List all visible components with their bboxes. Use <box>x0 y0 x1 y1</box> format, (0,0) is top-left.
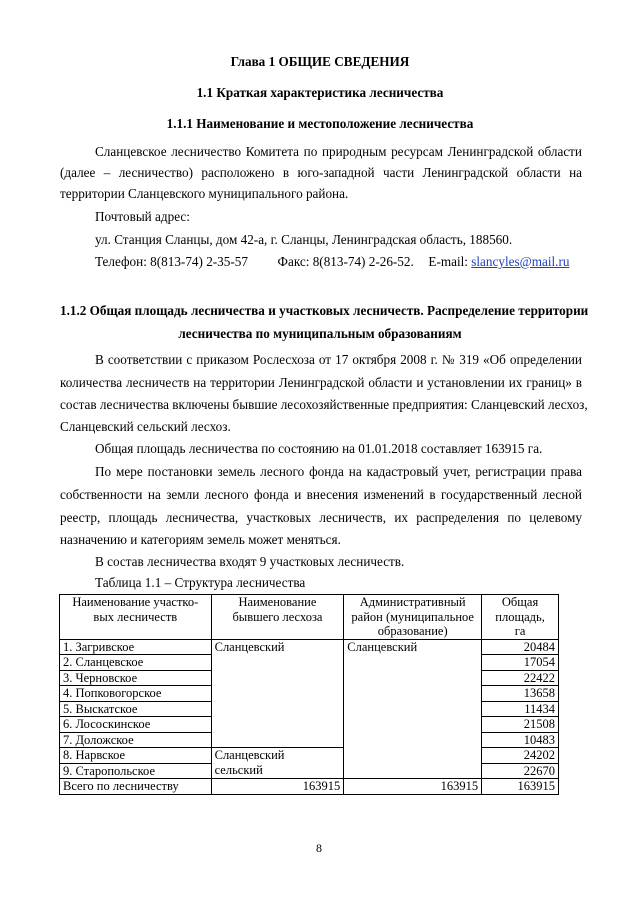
total-leshoz-area: 163915 <box>211 779 344 795</box>
table-total-row <box>60 779 559 795</box>
area-paragraph-line-3: состав лесничества включены бывшие лесохозяйственные предприятия: Сланцевский лесхоз, <box>60 397 588 412</box>
email-label: E-mail: <box>428 254 468 269</box>
district-area: 11434 <box>482 701 559 717</box>
forestry-structure-table <box>59 594 559 795</box>
district-count-sentence: В состав лесничества входят 9 участковых лесничеств. <box>95 554 405 569</box>
section-1-1-heading: 1.1 Краткая характеристика лесничества <box>196 85 444 100</box>
page-number: 8 <box>316 841 322 855</box>
chapter-heading: Глава 1 ОБЩИЕ СВЕДЕНИЯ <box>230 54 410 69</box>
total-area: 163915 <box>482 779 559 795</box>
former-leshoz: Сланцевский <box>211 748 344 764</box>
former-leshoz: Сланцевский <box>211 639 344 748</box>
header-admin-district: Административный район (муниципальное образование) <box>344 595 482 640</box>
table-row <box>60 763 559 779</box>
contact-line <box>95 254 569 270</box>
admin-district: Сланцевский <box>344 639 482 779</box>
former-leshoz-continued: сельский <box>211 763 344 779</box>
email-link[interactable]: slancyles@mail.ru <box>471 254 570 269</box>
district-area: 22422 <box>482 670 559 686</box>
district-area: 22670 <box>482 763 559 779</box>
cadastre-paragraph-line-3: реестр, площадь лесничества, участковых лесничеств, их распределения по целевому <box>60 510 582 525</box>
section-1-1-1-heading: 1.1.1 Наименование и местоположение лесничества <box>166 116 474 131</box>
district-area: 13658 <box>482 686 559 702</box>
phone-number: Телефон: 8(813-74) 2-35-57 <box>95 254 248 269</box>
cadastre-paragraph-line-2: собственности на земли лесного фонда и внесения изменений в государственный лесной <box>60 487 582 502</box>
table-row <box>60 639 559 655</box>
location-paragraph-line-2: (далее – лесничество) расположено в юго-западной части Ленинградской области на <box>60 165 582 180</box>
district-area: 24202 <box>482 748 559 764</box>
district-area: 17054 <box>482 655 559 671</box>
district-name: 9. Старопольское <box>60 763 212 779</box>
table-row <box>60 748 559 764</box>
header-district-name: Наименование участко- вых лесничеств <box>60 595 212 640</box>
table-header-row <box>60 595 559 640</box>
district-name: 6. Лососкинское <box>60 717 212 733</box>
area-paragraph-line-2: количества лесничеств на территории Ленинградской области и установлении их границ» в <box>60 375 582 390</box>
location-paragraph-line-3: территории Сланцевского муниципального района. <box>60 186 349 201</box>
fax-number: Факс: 8(813-74) 2-26-52. <box>277 254 414 269</box>
district-name: 2. Сланцевское <box>60 655 212 671</box>
total-area-sentence: Общая площадь лесничества по состоянию на 01.01.2018 составляет 163915 га. <box>95 441 543 456</box>
postal-address: ул. Станция Сланцы, дом 42-а, г. Сланцы, Ленинградская область, 188560. <box>95 232 513 247</box>
table-caption: Таблица 1.1 – Структура лесничества <box>95 575 306 590</box>
section-1-1-2-heading-line-2: лесничества по муниципальным образованиям <box>178 326 462 341</box>
postal-address-label: Почтовый адрес: <box>95 209 190 224</box>
district-name: 8. Нарвское <box>60 748 212 764</box>
area-paragraph-line-4: Сланцевский сельский лесхоз. <box>60 419 231 434</box>
district-name: 3. Черновское <box>60 670 212 686</box>
cadastre-paragraph-line-4: назначению и категориям земель может меняться. <box>60 532 341 547</box>
total-district-area: 163915 <box>344 779 482 795</box>
district-name: 4. Попковогорское <box>60 686 212 702</box>
header-former-leshoz: Наименование бывшего лесхоза <box>211 595 344 640</box>
location-paragraph-line-1: Сланцевское лесничество Комитета по природным ресурсам Ленинградской области <box>95 144 582 159</box>
district-name: 5. Выскатское <box>60 701 212 717</box>
district-area: 21508 <box>482 717 559 733</box>
total-label: Всего по лесничеству <box>60 779 212 795</box>
cadastre-paragraph-line-1: По мере постановки земель лесного фонда на кадастровый учет, регистрации права <box>95 464 582 479</box>
district-area: 10483 <box>482 732 559 748</box>
district-area: 20484 <box>482 639 559 655</box>
header-total-area: Общая площадь, га <box>482 595 559 640</box>
district-name: 1. Загривское <box>60 639 212 655</box>
area-paragraph-line-1: В соответствии с приказом Рослесхоза от 17 октября 2008 г. № 319 «Об определении <box>95 352 582 367</box>
section-1-1-2-heading-line-1: 1.1.2 Общая площадь лесничества и участковых лесничеств. Распределение территории <box>60 303 589 318</box>
district-name: 7. Доложское <box>60 732 212 748</box>
